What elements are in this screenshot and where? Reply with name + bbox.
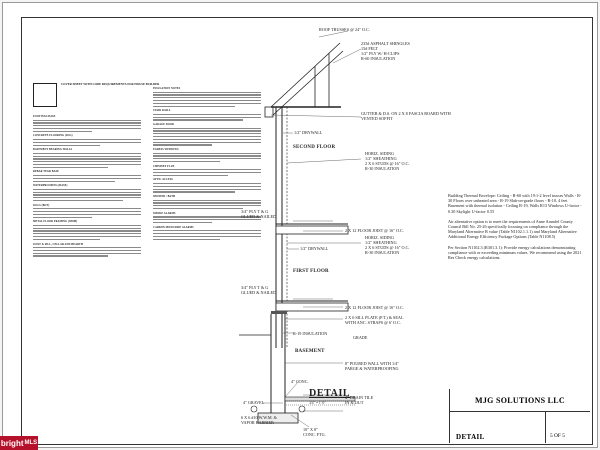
slab-label: 4" CONC.	[291, 379, 309, 384]
detail-title: DETAIL	[309, 388, 351, 399]
note-title: INSULATION NOTES	[153, 87, 181, 90]
gravel-label: 4" GRAVEL	[243, 400, 265, 405]
sill-plate-label: 2 X 6 SILL PLATE (P.T.) & SEAL WITH ANC. STRAPS @ 6' O.C.	[345, 315, 404, 325]
upper-joist-label: 2 X 12 FLOOR JOIST @ 16" O.C.	[345, 228, 404, 233]
lower-subfloor-label: 3/4" PLY T & G GLUED & NAILED	[241, 285, 277, 295]
title-block-bottom	[450, 411, 590, 443]
sheet-name: DETAIL	[456, 433, 485, 441]
drywall-upper-label: 1/2" DRYWALL	[294, 130, 323, 135]
energy-code-notes	[448, 193, 582, 265]
gutter-label: GUTTER & D.S. ON 2 X 8 FASCIA BOARD WITH VENTED SOFFIT	[361, 111, 451, 121]
notes-header-text: COVER SHEET WITH CODE REQUIREMENTS FOR HOUSE BUILDER	[61, 82, 160, 86]
title-block-divider	[545, 411, 546, 443]
upper-siding-label: HORIZ. SIDING 1/2" SHEATHING 2 X 6 STUDS @ 16" O.C. R-30 INSULATION	[365, 151, 410, 171]
energy-calculation-note: Per Section N1102.3 (R301.3.1): Provide energy calculations demonstrating compliance with or exceeding minimum values. We recommend using the 2021 Res Check energy calculations.	[448, 244, 582, 261]
lower-siding-label: HORIZ. SIDING 1/2" SHEATHING 2 X 6 STUDS @ 16" O.C. R-30 INSULATION	[365, 235, 410, 255]
bright-mls-watermark	[0, 436, 38, 450]
roof-rafter-line	[273, 51, 343, 115]
note-title: JOIST & SILL, CELLAR AND HEARTH	[33, 242, 83, 246]
note-title: SILLS (BOT)	[33, 203, 50, 207]
drain-tile-icon	[251, 406, 257, 412]
lower-joist-label: 2 X 12 FLOOR JOIST @ 16" O.C.	[345, 305, 404, 310]
watermark-suffix: MLS	[24, 440, 38, 446]
grade-label: GRADE	[353, 335, 368, 340]
watermark-brand: bright	[0, 438, 24, 448]
note-title: STAIR RAILS	[153, 109, 171, 113]
rim-insulation-label: R-19 INSULATION	[293, 331, 328, 336]
thermal-envelope-note: Building Thermal Envelope: Ceiling - R-60 with 19:1-2 level trusses Walls - R-30 Floors over unheated area - R-19 Slab-on-grade floors - R-10, 4 feet Basement with thermal isolation - Ceiling R-19, Walls R13 Windows U-factor - 0.30 Skylight U-factor 0.55	[448, 193, 582, 214]
detail-scale: 3/4" = 1'-0"	[309, 401, 326, 405]
note-title: METAL FLOOR FRAMING (SHIM)	[33, 220, 78, 224]
upper-subfloor-label: 3/4" PLY T & G GLUED & NAILED	[241, 209, 277, 219]
roof-assembly-label: 235# ASPHALT SHINGLES 15# FELT 1/2" PLY W/ H-CLIPS R-60 INSULATION	[361, 41, 410, 61]
upper-floor-joist	[276, 226, 348, 234]
note-title: SHOWER / BATH	[153, 195, 176, 199]
note-title: CHIMNEY FLUE	[153, 164, 175, 168]
note-title: ATTIC ACCESS	[153, 178, 173, 182]
drywall-middle-label: 1/2" DRYWALL	[300, 246, 329, 251]
title-block	[449, 389, 590, 443]
note-title: SMOKE ALARMS	[153, 211, 176, 215]
note-title: CONCRETE FLOORING (SOG)	[33, 134, 73, 138]
roof-trusses-label: ROOF TRUSSES @ 24" O.C.	[319, 27, 370, 32]
note-title: FOOTINGS BASE	[33, 115, 56, 118]
note-title: EGRESS WINDOWS	[153, 148, 179, 151]
foundation-wall-label: 8" POURED WALL WITH 1/4" PARGE & WATERPROOFING	[345, 361, 400, 371]
second-floor-label: SECOND FLOOR	[293, 145, 336, 150]
roof-rafter-line	[271, 43, 340, 107]
alternative-option-note: Air alternative option is to meet the requirements of Anne Arundel County Council Bill No. 25-26 specifically focusing on compliance through the Maryland Alternative B value (Table N1102.1.1.1) and Maryland Alternative Additional Energy Efficiency Package Options (Table N1108.5)	[448, 218, 577, 240]
drain-tile-label: 4" DRAIN TILE IN & OUT	[345, 395, 374, 405]
sill-plate	[271, 311, 287, 314]
note-title: WATERPROOFING (BASE)	[33, 184, 68, 188]
footing-label: 10" X 8" CONC. FTG.	[303, 427, 326, 437]
page-number: 5 OF 5	[550, 433, 565, 439]
note-title: BASEMENT BEARING WALLS	[33, 148, 73, 152]
drawing-sheet	[2, 2, 598, 448]
note-title: GARAGE DOOR	[153, 123, 174, 127]
gutter-icon	[265, 107, 273, 117]
first-floor-label: FIRST FLOOR	[293, 269, 329, 274]
vapor-barrier-label: 6 X 6 #10 W.W.M. & VAPOR BARRIER	[241, 415, 277, 425]
company-name: MJG SOLUTIONS LLC	[450, 389, 590, 412]
note-title: REBAR TEGR BASE	[33, 170, 59, 174]
note-title: CARBON MONOXIDE ALARMS	[153, 225, 194, 229]
basement-label: BASEMENT	[295, 349, 325, 354]
